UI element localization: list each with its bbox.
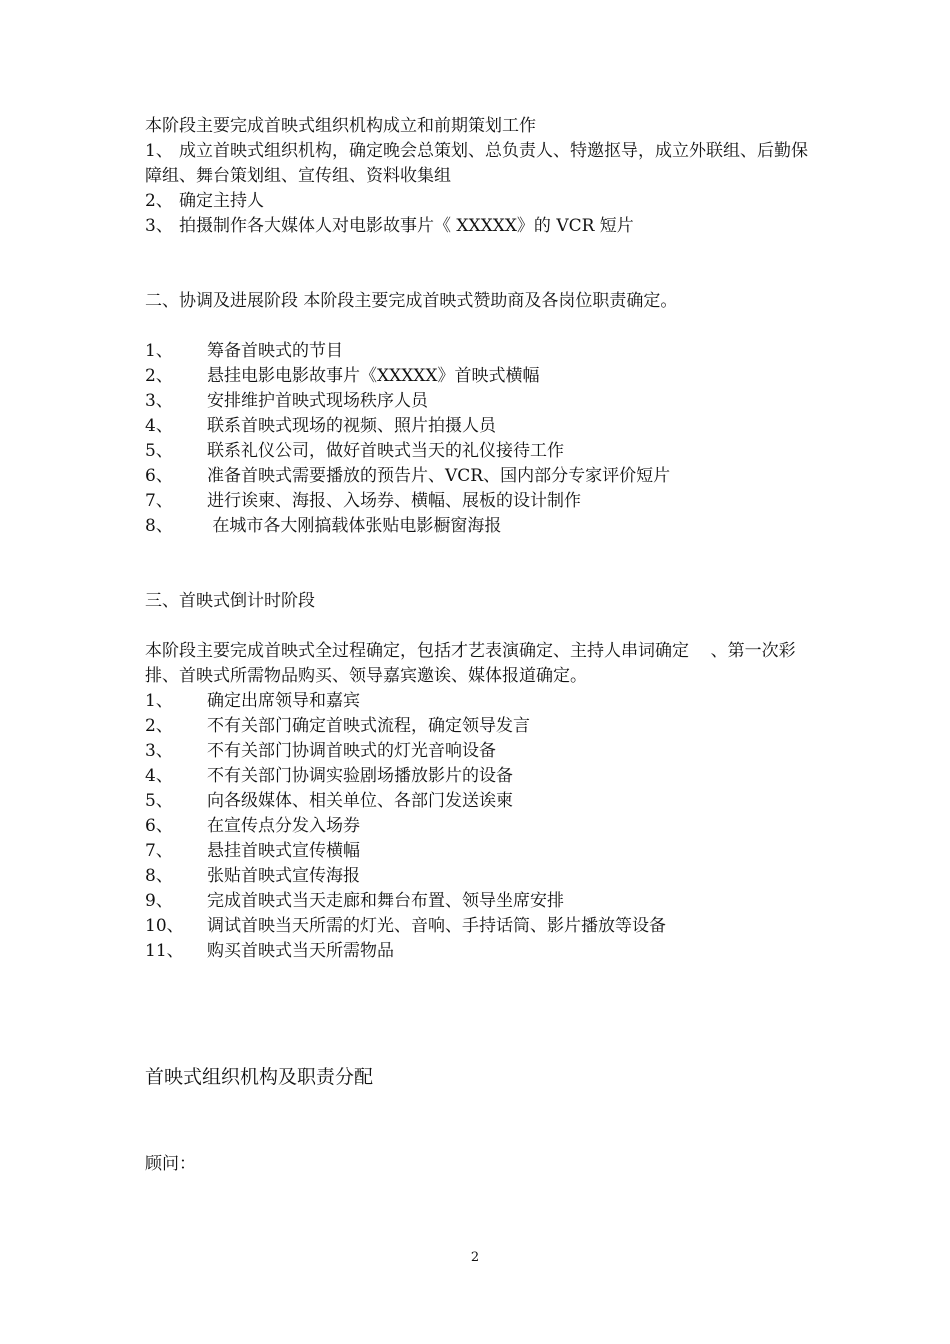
item-number: 2、 — [145, 716, 173, 736]
item-number: 5、 — [145, 441, 173, 461]
list-item — [145, 864, 815, 889]
item-text: 悬挂电影电影故事片《XXXXX》首映式横幅 — [207, 366, 540, 386]
stage3-heading: 三、首映式倒计时阶段 — [145, 591, 315, 611]
advisor-label: 顾问： — [145, 1154, 196, 1174]
stage3-intro: 本阶段主要完成首映式全过程确定，包括才艺表演确定、主持人串词确定 、第一次彩排、首映式所需物品购买、领导嘉宾邀诶、媒体报道确定。 — [145, 641, 796, 686]
item-number: 2、 — [145, 366, 173, 386]
item-text: 不有关部门协调实验剧场播放影片的设备 — [207, 766, 513, 786]
item-number: 9、 — [145, 891, 173, 911]
item-text: 拍摄制作各大媒体人对电影故事片《 XXXXX》的 VCR 短片 — [179, 216, 634, 236]
stage2-heading: 二、协调及进展阶段 本阶段主要完成首映式赞助商及各岗位职责确定。 — [145, 291, 678, 311]
item-number: 3、 — [145, 391, 173, 411]
item-number: 4、 — [145, 766, 173, 786]
item-text: 联系礼仪公司，做好首映式当天的礼仪接待工作 — [207, 441, 564, 461]
list-item — [145, 364, 815, 389]
item-text: 确定主持人 — [179, 191, 264, 211]
item-number: 1、 — [145, 691, 173, 711]
item-text: 成立首映式组织机构，确定晚会总策划、总负责人、特邀抠导，成立外联组、后勤保障组、舞台策划组、宣传组、资料收集组 — [145, 141, 808, 186]
item-text: 完成首映式当天走廊和舞台布置、领导坐席安排 — [207, 891, 564, 911]
stage1-item — [145, 214, 815, 239]
list-item — [145, 814, 815, 839]
item-number: 1、 — [145, 141, 173, 161]
list-item — [145, 839, 815, 864]
stage2-list — [145, 339, 815, 539]
item-number: 1、 — [145, 341, 173, 361]
org-heading: 首映式组织机构及职责分配 — [145, 1066, 374, 1088]
list-item — [145, 389, 815, 414]
item-number: 10、 — [145, 916, 184, 936]
list-item — [145, 914, 815, 939]
item-text: 向各级媒体、相关单位、各部门发送诶柬 — [207, 791, 513, 811]
item-number: 11、 — [145, 941, 184, 961]
stage3-list — [145, 689, 815, 964]
item-text: 准备首映式需要播放的预告片、VCR、国内部分专家评价短片 — [207, 466, 671, 486]
document-body — [145, 114, 815, 1177]
item-text: 进行诶柬、海报、入场券、横幅、展板的设计制作 — [207, 491, 581, 511]
item-text: 张贴首映式宣传海报 — [207, 866, 360, 886]
list-item — [145, 939, 815, 964]
item-text: 在城市各大刚搞载体张贴电影橱窗海报 — [207, 516, 502, 536]
item-number: 8、 — [145, 866, 173, 886]
item-text: 不有关部门协调首映式的灯光音响设备 — [207, 741, 496, 761]
list-item — [145, 489, 815, 514]
stage1-item — [145, 139, 815, 189]
page-number: 2 — [470, 1250, 480, 1265]
item-text: 在宣传点分发入场券 — [207, 816, 360, 836]
list-item — [145, 889, 815, 914]
list-item — [145, 789, 815, 814]
item-number: 6、 — [145, 816, 173, 836]
list-item — [145, 464, 815, 489]
item-text: 筹备首映式的节目 — [207, 341, 343, 361]
item-text: 安排维护首映式现场秩序人员 — [207, 391, 428, 411]
list-item — [145, 764, 815, 789]
list-item — [145, 689, 815, 714]
item-number: 7、 — [145, 491, 173, 511]
item-text: 调试首映当天所需的灯光、音响、手持话筒、影片播放等设备 — [207, 916, 666, 936]
list-item — [145, 739, 815, 764]
item-text: 不有关部门确定首映式流程，确定领导发言 — [207, 716, 530, 736]
item-text: 确定出席领导和嘉宾 — [207, 691, 360, 711]
item-text: 购买首映式当天所需物品 — [207, 941, 394, 961]
item-number: 6、 — [145, 466, 173, 486]
item-number: 7、 — [145, 841, 173, 861]
list-item — [145, 714, 815, 739]
list-item — [145, 439, 815, 464]
list-item — [145, 514, 815, 539]
item-number: 5、 — [145, 791, 173, 811]
item-number: 4、 — [145, 416, 173, 436]
stage1-intro: 本阶段主要完成首映式组织机构成立和前期策划工作 — [145, 116, 536, 136]
item-text: 联系首映式现场的视频、照片拍摄人员 — [207, 416, 496, 436]
list-item — [145, 339, 815, 364]
list-item — [145, 414, 815, 439]
item-text: 悬挂首映式宣传横幅 — [207, 841, 360, 861]
item-number: 3、 — [145, 216, 173, 236]
stage1-item — [145, 189, 815, 214]
item-number: 8、 — [145, 516, 173, 536]
item-number: 2、 — [145, 191, 173, 211]
item-number: 3、 — [145, 741, 173, 761]
